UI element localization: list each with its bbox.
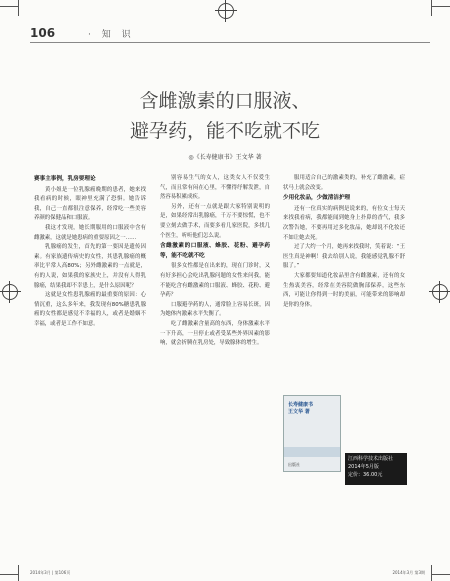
crop-mark [431, 565, 432, 581]
paragraph: 口服避孕药的人，通常脸上容易长斑，因为她体内激素水平失衡了。 [160, 301, 270, 318]
paragraph: 过了大约一个月，她再来找我时，笑着说：“王医生真是神啊！我去给别人说，我能感觉乳腺不舒服了。” [283, 244, 405, 270]
print-footer [30, 570, 425, 576]
book-info-price: 定价：36.00元 [348, 472, 383, 478]
crop-mark [432, 574, 450, 575]
book-info-edition: 2014年5月版 [348, 464, 379, 470]
article-byline: ◎《长寿健康书》王文华 著 [188, 154, 262, 161]
article-title-line2: 避孕药，能不吃就不吃 [129, 120, 320, 142]
registration-mark [2, 284, 18, 300]
registration-mark [218, 3, 234, 19]
paragraph: 另外，还有一点就是跟大家特别说明的是，如果经常出乳腺癌，千万不要惊慌，也不要立刻去做手术，而要多看几家医院，多找几个医生，听听他们怎么说。 [160, 203, 270, 239]
book-cover-title: 长寿健康书 [288, 402, 314, 408]
paragraph: 乳腺癌的发生，首先的第一要因是遗传因素。有家族遗传病史的女性，其患乳腺癌的概率比平常人高80%；另外雌激素的一点就是，有的人说，如果我的家族史上，并没有人得乳腺癌，结果我却不幸患上，是什么原因呢？ [34, 244, 146, 289]
paragraph: 大家都要知道化妆品里含有雌激素，还有的女生热衷美容，经常在美容院做胸部保养，这些东西，可能让你得到一时的美丽，可能带来的影响却是你的身体。 [283, 272, 405, 308]
article-column-2 [160, 174, 270, 559]
subheading: 含雌激素的口服液、蜂胶、花粉、避孕药等，能不吃就不吃 [160, 243, 270, 259]
book-cover-stripe [284, 447, 340, 457]
crop-mark [18, 0, 19, 16]
book-cover-publisher: 出版社 [288, 462, 300, 467]
article-title-line1: 含雌激素的口服液、 [139, 90, 311, 112]
book-cover-author: 王文华 著 [288, 409, 310, 415]
paragraph: 黄小姐是一位乳腺癌晚期的患者，她来找我看病的时候，眼神里充满了恐惧。她告诉我，自己一直都很注意保养，经常吃一些美容养颜的保健品和口服液。 [34, 186, 146, 222]
footer-left: 2014年3月 | 第106页 [30, 570, 71, 575]
paragraph: 这就是女性患乳腺癌的最重要的原因：心情沉重，这么多年来，我发现有80%糖患乳腺癌的女性都是感觉不幸福的人，或者是婚姻不幸福，或者是工作不如意。 [34, 292, 146, 327]
crop-mark [0, 574, 18, 575]
page-number: 106 [30, 26, 56, 40]
registration-mark [432, 284, 448, 300]
subheading: 赛事主事例，乳房要理论 [34, 176, 96, 182]
paragraph: 服用适合自己的激素类的，补充了雌激素，症状马上就会改变。 [283, 175, 405, 191]
paragraph: 还有一位真实的病例是说来的，有位女士每天来找我看病，我都能闻到她身上扑鼻的香气，我多次警告她，不要再用过多化妆品，她却说不化妆还不如让她去死。 [283, 205, 405, 241]
article-column-3 [283, 174, 405, 384]
paragraph: 吃了雌激素含量高的东西，身体激素水平一下升高，一旦停止或者受某些外界因素的影响，就会折腾在乳房处，导致腺体的增生。 [160, 320, 270, 347]
book-info-box [283, 395, 405, 545]
crop-mark [431, 0, 432, 16]
crop-mark [0, 6, 18, 7]
paragraph: 别容易生气的女人，这类女人不仅爱生气，而且常有闷在心里，不懂得纾解发泄，自然容易积累成疾。 [160, 175, 270, 201]
book-cover-image [283, 395, 341, 472]
header-rule [30, 42, 430, 43]
article-column-1 [34, 174, 146, 559]
footer-right: 2014年3月 第3期 [392, 570, 425, 575]
crop-mark [432, 6, 450, 7]
paragraph: 很多女性都是在出来的，现在门诊时，又有好多担心会吃出乳腺问题的女性来问我，能不能吃含有雌激素的口服液、蜂胶、花粉、避孕药？ [160, 263, 270, 299]
paragraph: 我这才发现，她长期服用的口服液中含有雌激素，这就是她患病的重要原因之一…… [34, 224, 146, 241]
book-info-panel [345, 453, 407, 485]
book-info-publisher: 江西科学技术出版社 [348, 456, 394, 462]
crop-mark [18, 565, 19, 581]
subheading: 少用化妆品，少做清洁护理 [283, 195, 351, 202]
page-header [30, 26, 430, 42]
section-label: · 知 识 [88, 30, 135, 40]
